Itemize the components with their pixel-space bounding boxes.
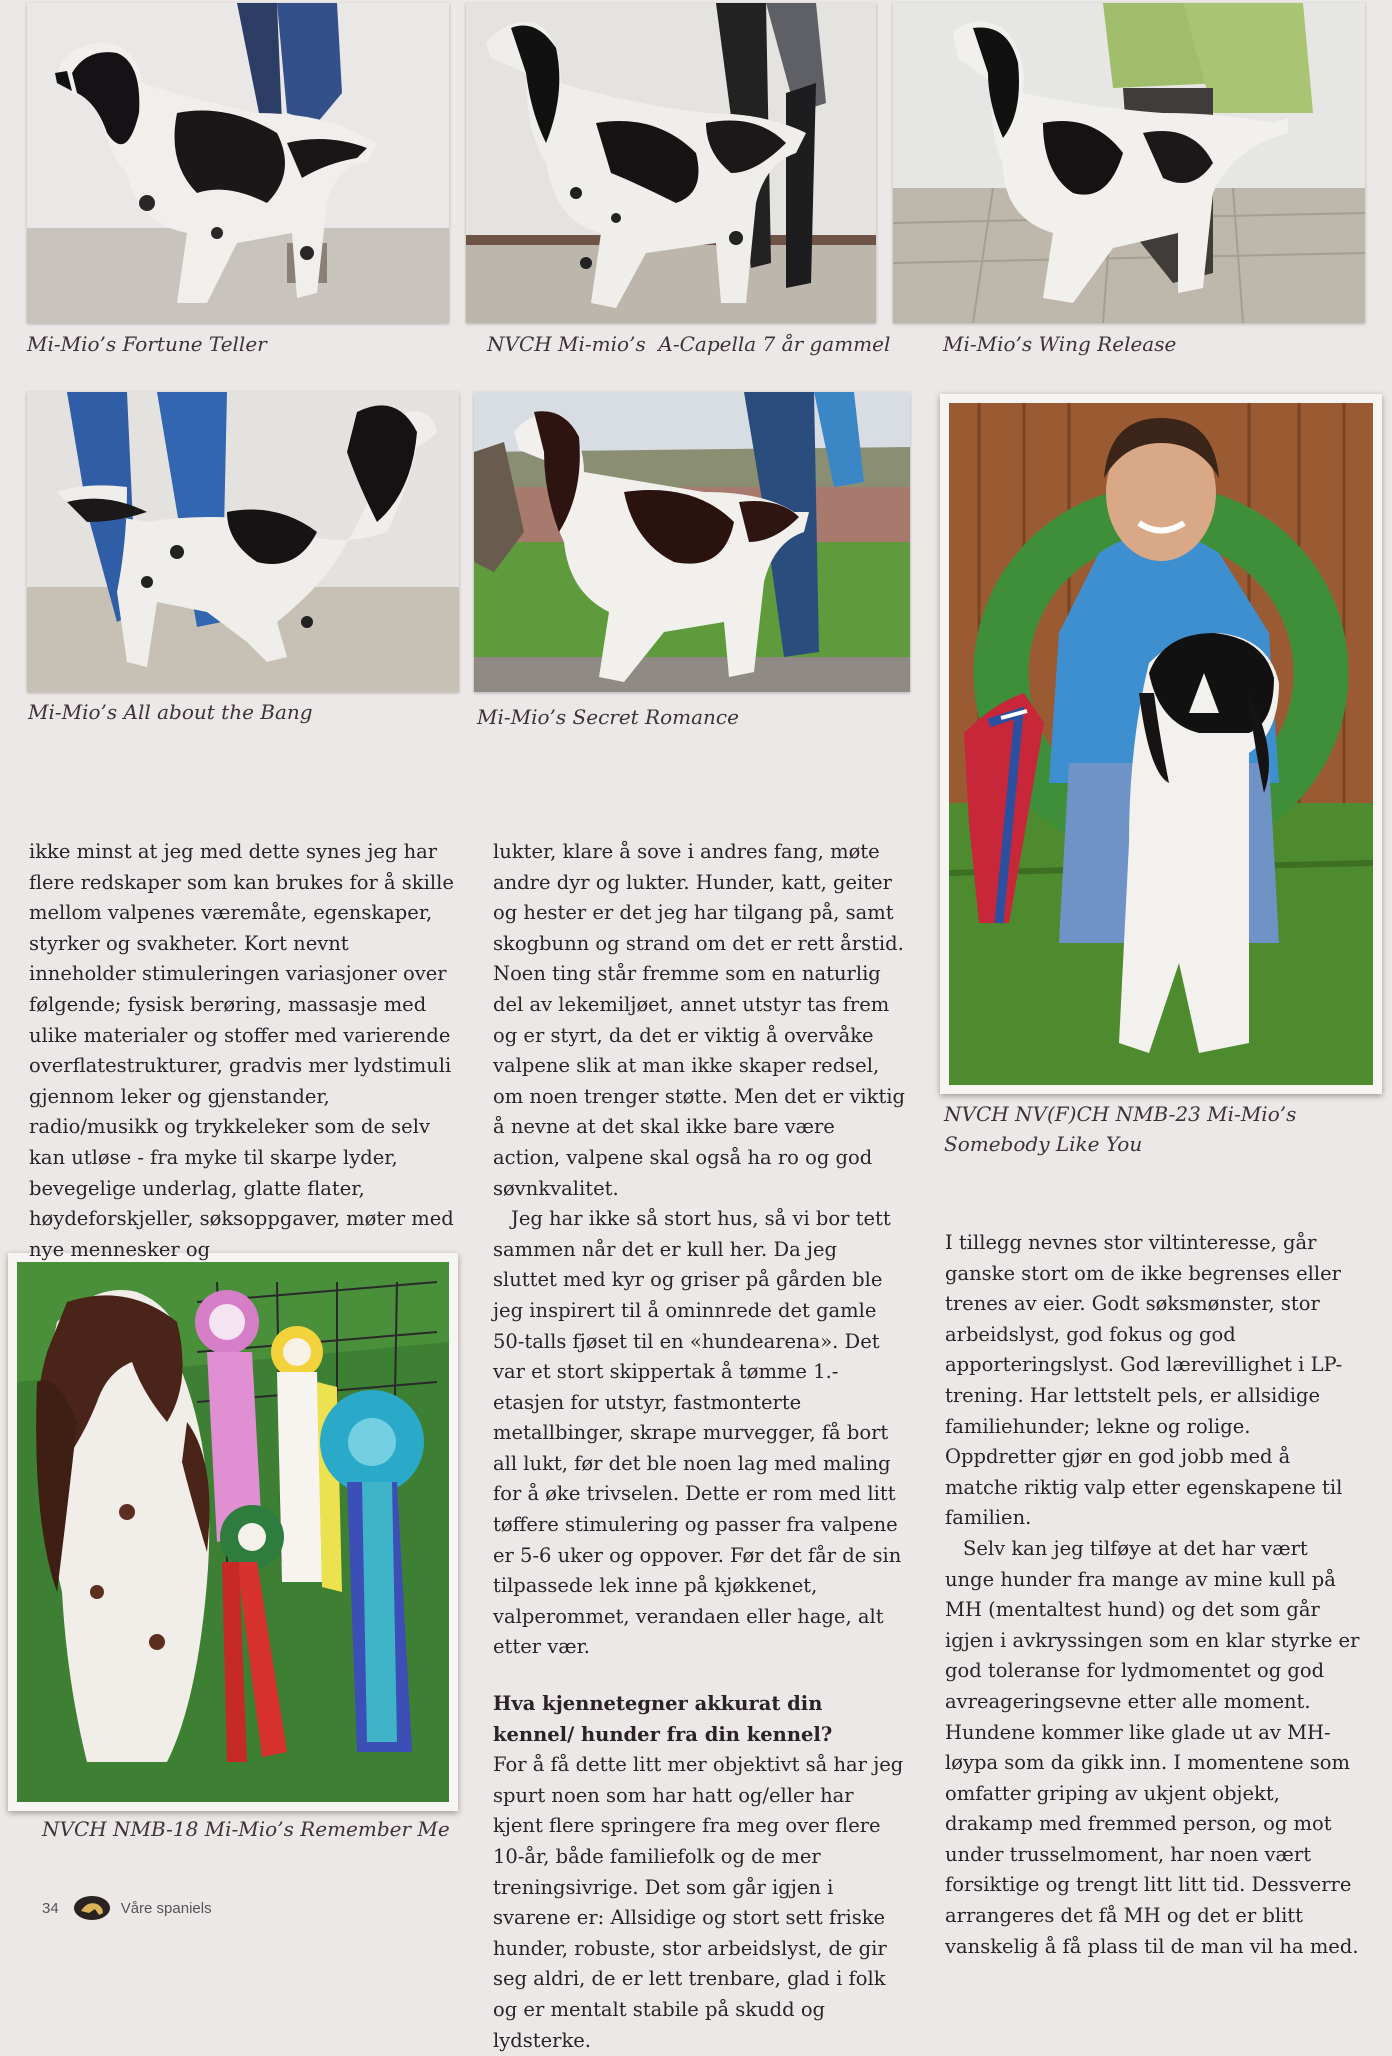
caption-fortune-teller: Mi-Mio’s Fortune Teller [27,332,267,356]
column2-paragraph-2: Jeg har ikke så stort hus, så vi bor tett sammen når det er kull her. Da jeg sluttet med kyr og griser på gården ble jeg inspirert til å ominnrede det gamle 50-talls fjøset til en «hundearena». Det var et stort skippertak å tømme 1.-etasjen for utstyr, fastmonterte metallbinger, skrape murvegger, få bort all lukt, før det ble noen lag med maling for å øke trivselen. Dette er rom med litt tøffere stimulering og passer fra valpene er 5-6 uker og oppover. Før det får de sin tilpassede lek inne på kjøkkenet, valperommet, verandaen eller hage, alt etter vær. [493,1207,902,1659]
caption-wing-release: Mi-Mio’s Wing Release [943,332,1177,356]
caption-secret-romance: Mi-Mio’s Secret Romance [477,705,739,729]
photo-fortune-teller [27,3,449,323]
page-number: 34 [42,1899,59,1917]
column3-paragraph-2: Selv kan jeg tilføye at det har vært unge hunder fra mange av mine kull på MH (mentaltest hund) og det som går igjen i avkryssingen som en klar styrke er god toleranse for lydmomentet og god avreageringsevne etter alle moment. Hundene kommer like glade ut av MH-løypa som da gikk inn. I momentene som omfatter griping av ukjent objekt, drakamp med fremmed person, og mot under trusselmoment, har noen vært forsiktige og trengt litt litt tid. Dessverre arrangeres det få MH og det er blitt vanskelig å få plass til de man vil ha med. [945,1536,1360,1958]
dog-logo-icon [73,1895,111,1921]
photo-all-about-the-bang [27,392,459,692]
photo-somebody-like-you [940,394,1382,1094]
text-column-3 [945,1228,1363,1962]
column2-paragraph-3: For å få dette litt mer objektivt så har jeg spurt noen som har hatt og/eller har kjent flere springere fra meg over flere 10-år, både familiefolk og de mer treningsivrige. Det som går igjen i svarene er: Allsidige og stort sett friske hunder, robuste, stor arbeidslyst, de gir seg aldri, de er lett trenbare, glad i folk og er mentalt stabile på skudd og lydsterke. [493,1753,904,2052]
column1-paragraph: ikke minst at jeg med dette synes jeg har flere redskaper som kan brukes for å skille mellom valpenes væremåte, egenskaper, styrker og svakheter. Kort nevnt inneholder stimuleringen variasjoner over følgende; fysisk berøring, massasje med ulike materialer og stoffer med varierende overflatestrukturer, gradvis mer lydstimuli gjennom leker og gjenstander, radio/musikk og trykkeleker som de selv kan utløse - fra myke til skarpe lyder, bevegelige underlag, glatte flater, høydeforskjeller, søksoppgaver, møter med nye mennesker og [29,840,454,1261]
photo-a-capella [466,3,876,323]
caption-a-capella: NVCH Mi-mio’s A-Capella 7 år gammel [487,332,891,356]
photo-remember-me [8,1253,458,1811]
page-footer [42,1895,212,1921]
caption-remember-me: NVCH NMB-18 Mi-Mio’s Remember Me [42,1817,450,1841]
magazine-name: Våre spaniels [120,1899,212,1917]
column3-paragraph-1: I tillegg nevnes stor viltinteresse, går ganske stort om de ikke begrenses eller trenes av eier. Godt søksmønster, stor arbeidslyst, god fokus og god apporteringslyst. God lærevillighet i LP-trening. Har lettstelt pels, er allsidige familiehunder; lekne og rolige. Oppdretter gjør en god jobb med å matche riktig valp etter egenskapene til familien. [945,1231,1343,1530]
text-column-2 [493,837,906,2056]
caption-all-about-the-bang: Mi-Mio’s All about the Bang [28,700,313,724]
caption-somebody-like-you: NVCH NV(F)CH NMB-23 Mi-Mio’s Somebody Like You [944,1102,1297,1156]
section-heading: Hva kjennetegner akkurat din kennel/ hunder fra din kennel? [493,1692,833,1746]
column2-paragraph-1: lukter, klare å sove i andres fang, møte andre dyr og lukter. Hunder, katt, geiter og hester er det jeg har tilgang på, samt skogbunn og strand om det er rett årstid. Noen ting står fremme som en naturlig del av lekemiljøet, annet utstyr tas frem og er styrt, da det er viktig å overvåke valpene slik at man ikke skaper redsel, om noen trenger støtte. Men det er viktig å nevne at det skal ikke bare være action, valpene skal også ha ro og god søvnkvalitet. [493,840,906,1200]
photo-wing-release [893,3,1365,323]
text-column-1 [29,837,461,1265]
photo-secret-romance [474,392,910,692]
